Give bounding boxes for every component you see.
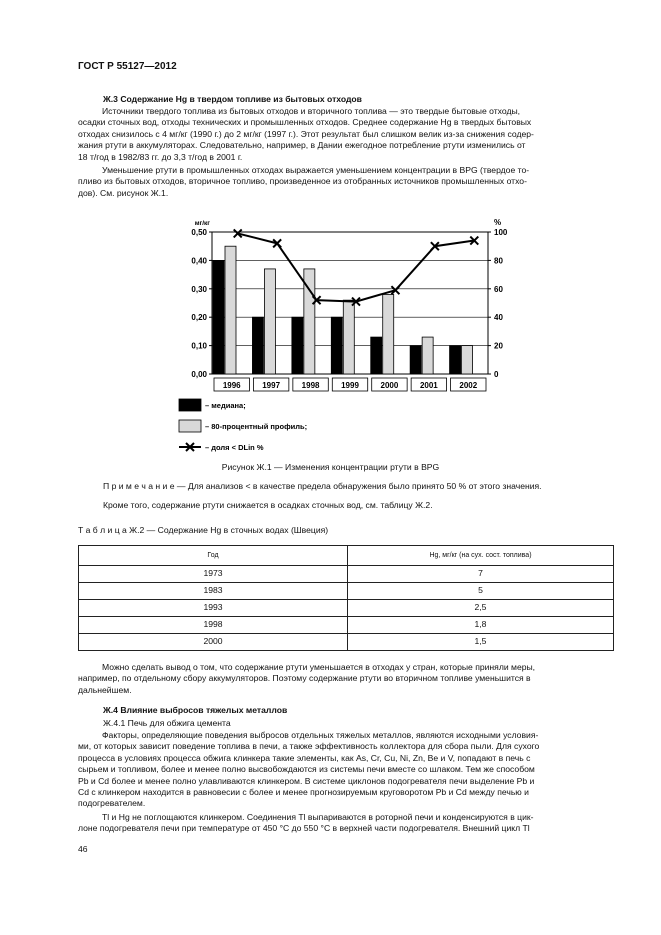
cell-year: 1973: [79, 566, 348, 583]
table-caption: [78, 525, 328, 536]
page-number: 46: [78, 844, 88, 854]
bar-percentile-80: [462, 346, 473, 374]
cell-year: 1993: [79, 600, 348, 617]
cell-year: 1998: [79, 617, 348, 634]
text-line: Tl и Hg не поглощаются клинкером. Соединения Tl выпариваются в роторной печи и конденсируются в цик-: [102, 812, 534, 822]
cell-year: 1983: [79, 583, 348, 600]
bar-median: [292, 317, 303, 374]
bar-percentile-80: [383, 294, 394, 374]
right-tick-label: 100: [494, 228, 508, 237]
text-line: Pb и Cd более и менее полно улавливаются клинкером. В системе циклонов подогревателя печи выделение Pb и: [78, 775, 535, 786]
bar-median: [450, 346, 461, 374]
text-line: дальнейшем.: [78, 684, 132, 695]
bar-median: [213, 260, 224, 374]
bar-percentile-80: [343, 300, 354, 374]
bar-percentile-80: [422, 337, 433, 374]
left-axis-unit: мг/кг: [194, 220, 210, 227]
table-row: [79, 600, 614, 617]
bar-percentile-80: [264, 269, 275, 374]
text-line: пливо из бытовых отходов, вторичное топливо, произведенное из отобранных источников промышленных отхо-: [78, 176, 527, 187]
right-tick-label: 80: [494, 256, 503, 266]
left-tick-label: 0,00: [191, 370, 207, 379]
bar-percentile-80: [225, 246, 236, 374]
section-j4-para1: [78, 730, 614, 810]
text-line: лоне подогревателя печи при температуре от 450 °C до 550 °C в верхней части подогревателя. Внешний цикл Tl: [78, 823, 530, 834]
x-tick-label: 2001: [419, 381, 438, 390]
figure-caption: Рисунок Ж.1 — Изменения концентрации ртути в BPG: [221, 462, 440, 472]
table-reference-text: Кроме того, содержание ртути снижается в осадках сточных вод, см. таблицу Ж.2.: [103, 500, 433, 510]
right-tick-label: 20: [494, 341, 503, 351]
table-title: Ж.2 — Содержание Hg в сточных водах (Швеция): [126, 525, 329, 535]
text-line: ми, от которых зависит поведение топлива в печи, а также эффективность коллектора для сбора пыли. Для сухого: [78, 741, 540, 752]
text-line: Факторы, определяющие поведения выбросов отдельных тяжелых металлов, являются исходными условия-: [102, 730, 539, 740]
left-tick-label: 0,30: [191, 284, 207, 294]
cell-hg: 5: [348, 583, 614, 600]
table-row: [79, 583, 614, 600]
table-header-row: [79, 546, 614, 566]
chart-plot-area: [191, 218, 507, 391]
conclusion-paragraph: [78, 662, 614, 696]
legend-label: – доля < DLin %: [205, 443, 264, 452]
text-line: Уменьшение ртути в промышленных отходах выражается уменьшением концентрации в BPG (твердое то-: [102, 165, 530, 175]
text-line: отходах снизилось с 4 мг/кг (1990 г.) до 2 мг/кг (1997 г.). Этот результат был слишком велик из-за снижения содер-: [78, 128, 534, 139]
legend-label: – медиана;: [205, 401, 246, 410]
left-tick-label: 0,50: [191, 228, 207, 237]
cell-hg: 1,8: [348, 617, 614, 634]
section-j3-title: Ж.3 Содержание Hg в твердом топливе из бытовых отходов: [103, 94, 362, 104]
left-tick-label: 0,10: [191, 341, 207, 351]
bar-median: [331, 317, 342, 374]
legend-swatch: [179, 399, 201, 411]
note-text: — Для анализов < в качестве предела обнаружения было принято 50 % от этого значения.: [174, 481, 542, 491]
section-j3-para2: [78, 165, 614, 199]
x-tick-label: 1999: [341, 381, 359, 390]
bar-median: [371, 337, 382, 374]
legend-label: – 80-процентный профиль;: [205, 422, 308, 431]
bar-median: [410, 346, 421, 374]
legend-swatch: [179, 420, 201, 432]
section-j4-title: Ж.4 Влияние выбросов тяжелых металлов: [103, 705, 288, 715]
x-tick-label: 2002: [459, 381, 478, 390]
text-line: например, по отдельному сбору аккумуляторов. Поэтому содержание ртути во вторичном топливе уменьшится в: [78, 673, 531, 684]
figure-note: [103, 481, 542, 492]
text-line: осадки сточных вод, отходы технических и промышленных отходов. Среднее содержание Hg в твердых бытовых: [78, 117, 532, 128]
text-line: подогревателем.: [78, 798, 146, 809]
right-axis-unit: %: [494, 218, 502, 227]
x-tick-label: 2000: [380, 381, 399, 390]
document-header: ГОСТ Р 55127—2012: [78, 61, 177, 72]
column-header-year: Год: [79, 546, 348, 566]
left-tick-label: 0,20: [191, 313, 207, 323]
chart-legend: [179, 399, 307, 452]
text-line: Источники твердого топлива из бытовых отходов и вторичного топлива — это твердые бытовые отходы,: [102, 106, 521, 116]
table-label: Т а б л и ц а: [78, 525, 127, 535]
text-line: дов). См. рисунок Ж.1.: [78, 187, 169, 198]
table-row: [79, 566, 614, 583]
column-header-hg: Hg, мг/кг (на сух. сост. топлива): [348, 546, 614, 566]
text-line: Можно сделать вывод о том, что содержание ртути уменьшается в отходах у стран, которые приняли меры,: [102, 662, 536, 672]
text-line: сырьем и топливом, более и менее полно высвобождаются из системы печи вместе со шлаком. Тем же способом: [78, 764, 535, 775]
section-j4-1-title: Ж.4.1 Печь для обжига цемента: [103, 718, 231, 728]
cell-hg: 2,5: [348, 600, 614, 617]
text-line: процесса в условиях процесса обжига клинкера такие элементы, как As, Cr, Cu, Ni, Zn, Be и V, попадают в печь с: [78, 752, 531, 763]
left-tick-label: 0,40: [191, 256, 207, 266]
x-tick-label: 1997: [262, 381, 281, 390]
section-j3-para1: [78, 106, 614, 163]
table-row: [79, 634, 614, 651]
text-line: жания ртути в аккумуляторах. Следовательно, например, в Дании ежегодное потребление ртути изменились от: [78, 140, 526, 151]
mercury-sewage-table: [78, 545, 614, 651]
mercury-chart: [174, 213, 524, 453]
note-label: П р и м е ч а н и е: [103, 481, 175, 491]
table-row: [79, 617, 614, 634]
right-tick-label: 60: [494, 284, 503, 294]
x-tick-label: 1996: [222, 381, 241, 390]
section-j4-para2: [78, 812, 614, 835]
bar-median: [252, 317, 263, 374]
cell-year: 2000: [79, 634, 348, 651]
right-tick-label: 0: [494, 370, 499, 379]
cell-hg: 7: [348, 566, 614, 583]
text-line: Cd с клинкером находится в равновесии с более и менее прогнозируемым круговоротом Pb и Cd между печью и: [78, 787, 529, 798]
right-tick-label: 40: [494, 313, 503, 323]
x-tick-label: 1998: [301, 381, 320, 390]
text-line: 18 т/год в 1982/83 гг. до 3,3 т/год в 2001 г.: [78, 151, 243, 162]
cell-hg: 1,5: [348, 634, 614, 651]
